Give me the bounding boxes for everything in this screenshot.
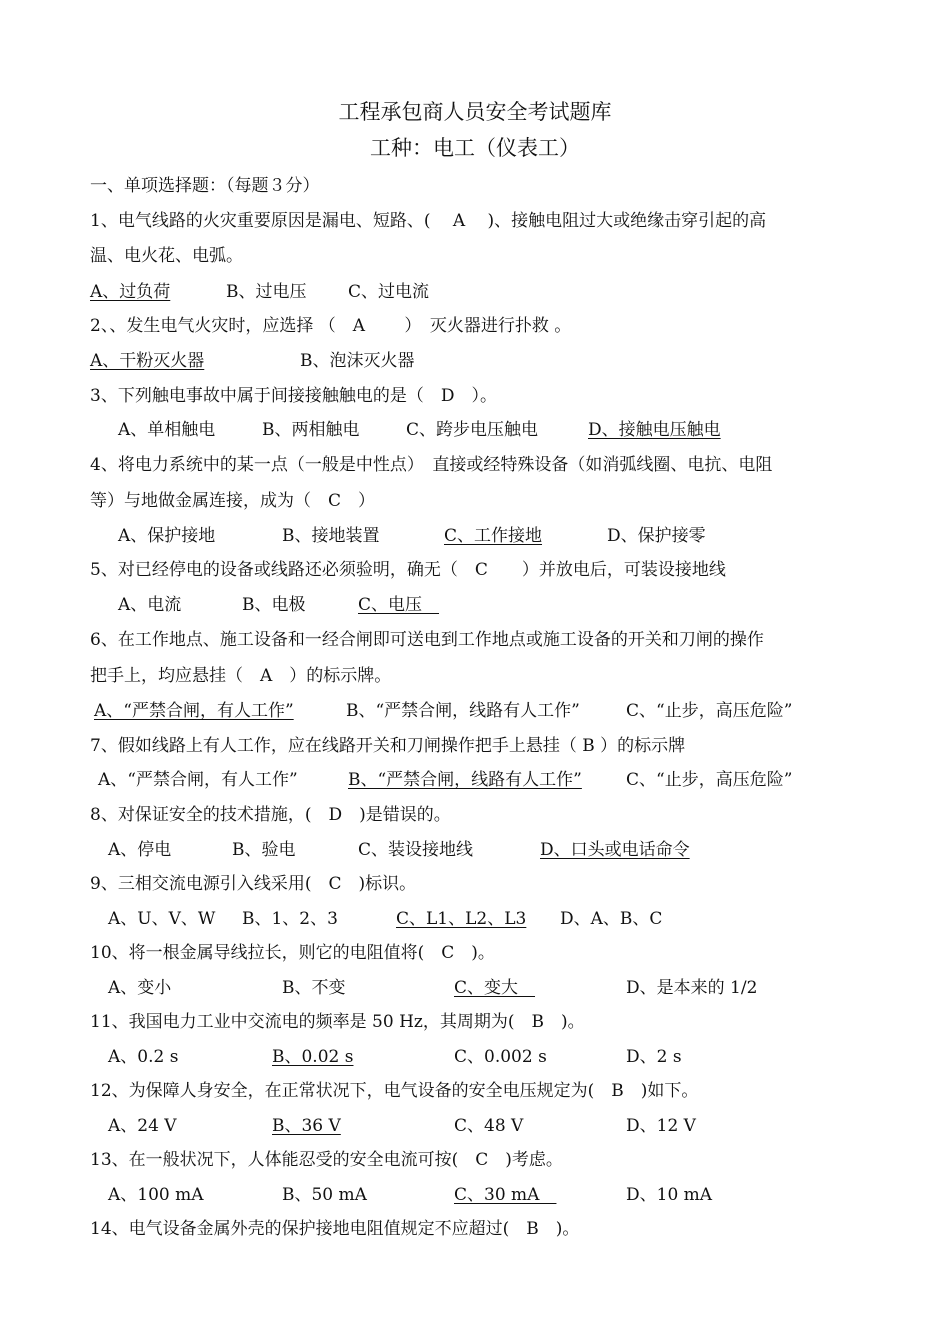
question-12-option-a: A、24 V [108, 1116, 177, 1136]
question-7-line-1: 7、假如线路上有人工作，应在线路开关和刀闸操作把手上悬挂（ B ）的标示牌 [90, 736, 686, 756]
question-4-option-b: B、接地装置 [282, 526, 380, 546]
question-1-option-a: A、过负荷 [90, 282, 171, 302]
question-3-option-b: B、两相触电 [262, 420, 360, 440]
question-7-option-a: A、“严禁合闸，有人工作” [98, 770, 298, 790]
question-13-option-a: A、100 mA [108, 1185, 204, 1205]
question-9-option-c: C、L1、L2、L3 [396, 909, 527, 929]
question-7-option-b: B、“严禁合闸，线路有人工作” [348, 770, 582, 790]
question-2-line-1: 2、、发生电气火灾时，应选择 （ A ） 灭火器进行扑救 。 [90, 316, 572, 336]
question-8-line-1: 8、对保证安全的技术措施，( D )是错误的。 [90, 805, 451, 825]
question-4-option-c: C、工作接地 [444, 526, 543, 546]
question-10-option-d: D、是本来的 1/2 [626, 978, 758, 998]
question-6-line-2: 把手上，均应悬挂（ A ）的标示牌。 [90, 666, 392, 686]
question-4-line-2: 等）与地做金属连接，成为（ C ） [90, 491, 376, 511]
document-title: 工程承包商人员安全考试题库 [338, 100, 612, 124]
question-5-option-b: B、电极 [242, 595, 306, 615]
question-1-option-b: B、过电压 [226, 282, 307, 302]
question-13-line-1: 13、在一般状况下，人体能忍受的安全电流可按( C )考虑。 [90, 1150, 563, 1170]
question-12-line-1: 12、为保障人身安全，在正常状况下，电气设备的安全电压规定为( B )如下。 [90, 1081, 699, 1101]
question-14-line-1: 14、电气设备金属外壳的保护接地电阻值规定不应超过( B )。 [90, 1219, 580, 1239]
question-11-line-1: 11、我国电力工业中交流电的频率是 50 Hz，其周期为( B )。 [90, 1012, 585, 1032]
question-12-option-d: D、12 V [626, 1116, 696, 1136]
question-8-option-c: C、装设接地线 [358, 840, 474, 860]
question-9-option-d: D、A、B、C [560, 909, 663, 929]
question-6-option-b: B、“严禁合闸，线路有人工作” [346, 701, 580, 721]
question-6-option-c: C、“止步，高压危险” [626, 701, 793, 721]
question-13-option-d: D、10 mA [626, 1185, 713, 1205]
question-2-option-b: B、泡沫灭火器 [300, 351, 415, 371]
question-12-option-c: C、48 V [454, 1116, 524, 1136]
question-13-option-c: C、30 mA [454, 1185, 557, 1205]
question-11-option-a: A、0.2 s [108, 1047, 179, 1067]
question-4-line-1: 4、将电力系统中的某一点（一般是中性点） 直接或经特殊设备（如消弧线圈、电抗、电阻 [90, 455, 773, 475]
question-5-line-1: 5、对已经停电的设备或线路还必须验明，确无（ C ）并放电后，可装设接地线 [90, 560, 726, 580]
question-4-option-a: A、保护接地 [118, 526, 216, 546]
question-10-option-a: A、变小 [108, 978, 172, 998]
question-6-option-a: A、“严禁合闸，有人工作” [94, 701, 294, 721]
question-11-option-d: D、2 s [626, 1047, 682, 1067]
question-8-option-b: B、验电 [232, 840, 296, 860]
question-2-option-a: A、干粉灭火器 [90, 351, 205, 371]
question-13-option-b: B、50 mA [282, 1185, 367, 1205]
question-4-option-d: D、保护接零 [607, 526, 706, 546]
question-1-line-2: 温、电火花、电弧。 [90, 246, 243, 266]
question-7-option-c: C、“止步，高压危险” [626, 770, 793, 790]
question-9-option-a: A、U、V、W [108, 909, 216, 929]
section-heading: 一、单项选择题：（每题３分） [90, 176, 320, 196]
question-9-line-1: 9、三相交流电源引入线采用( C )标识。 [90, 874, 417, 894]
question-10-line-1: 10、将一根金属导线拉长，则它的电阻值将( C )。 [90, 943, 495, 963]
question-3-option-d: D、接触电压触电 [588, 420, 721, 440]
question-12-option-b: B、36 V [272, 1116, 341, 1136]
question-3-option-c: C、跨步电压触电 [406, 420, 539, 440]
question-5-option-a: A、电流 [118, 595, 182, 615]
question-3-option-a: A、单相触电 [118, 420, 216, 440]
question-1-option-c: C、过电流 [348, 282, 430, 302]
question-8-option-a: A、停电 [108, 840, 172, 860]
question-6-line-1: 6、在工作地点、施工设备和一经合闸即可送电到工作地点或施工设备的开关和刀闸的操作 [90, 630, 764, 650]
question-8-option-d: D、口头或电话命令 [540, 840, 690, 860]
question-11-option-c: C、0.002 s [454, 1047, 547, 1067]
question-10-option-b: B、不变 [282, 978, 346, 998]
question-5-option-c: C、电压 [358, 595, 440, 615]
question-9-option-b: B、1、2、3 [242, 909, 338, 929]
question-3-line-1: 3、下列触电事故中属于间接接触触电的是（ D ）。 [90, 386, 497, 406]
question-10-option-c: C、变大 [454, 978, 536, 998]
document-subtitle: 工种：电工（仪表工） [370, 136, 580, 160]
question-1-line-1: 1、电气线路的火灾重要原因是漏电、短路、( A )、接触电阻过大或绝缘击穿引起的高 [90, 211, 767, 231]
question-11-option-b: B、0.02 s [272, 1047, 354, 1067]
